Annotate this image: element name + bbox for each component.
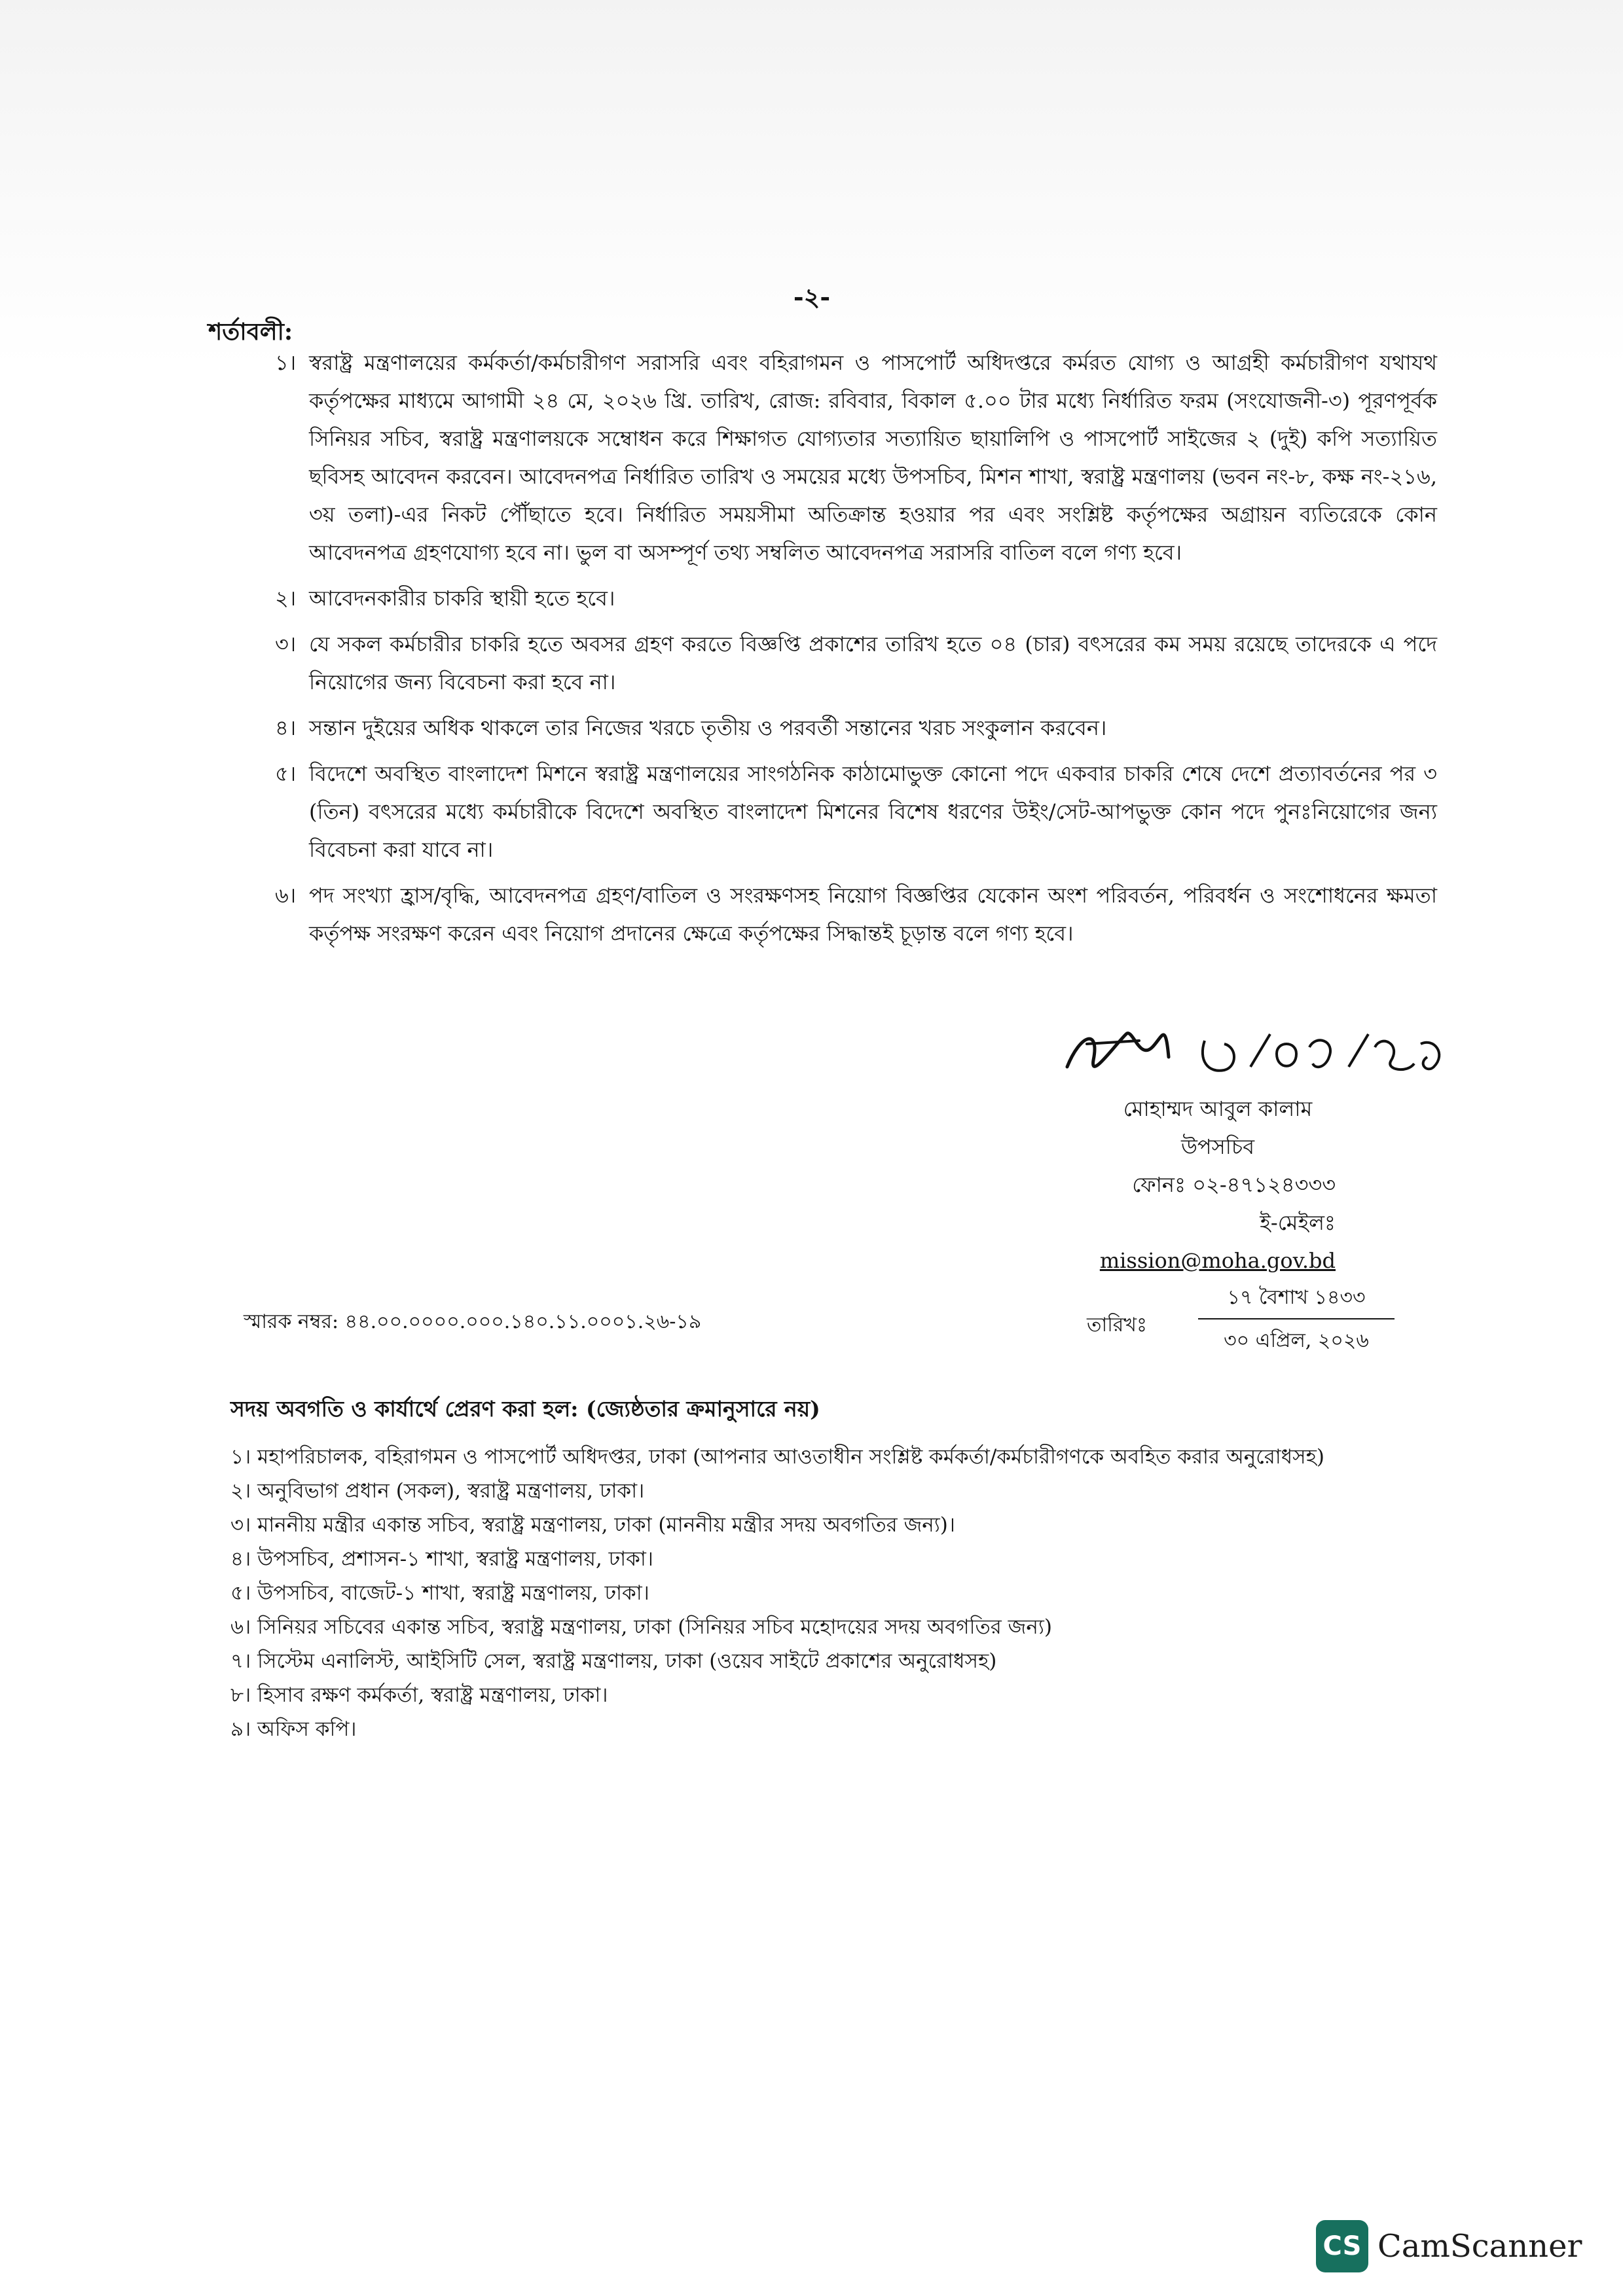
- conditions-list: [275, 344, 1437, 960]
- camscanner-name: CamScanner: [1377, 2228, 1582, 2265]
- cc-item: ৮। হিসাব রক্ষণ কর্মকর্তা, স্বরাষ্ট্র মন্ত্রণালয়, ঢাকা।: [230, 1683, 608, 1707]
- condition-number: ৪।: [275, 715, 297, 740]
- condition-number: ১।: [275, 350, 297, 375]
- cc-list: [230, 1440, 1409, 1746]
- date-english: ৩০ এপ্রিল, ২০২৬: [1224, 1329, 1369, 1352]
- cc-item: ৫। উপসচিব, বাজেট-১ শাখা, স্বরাষ্ট্র মন্ত্রণালয়, ঢাকা।: [230, 1581, 649, 1605]
- condition-text: আবেদনকারীর চাকরি স্থায়ী হতে হবে।: [309, 586, 615, 611]
- condition-text: বিদেশে অবস্থিত বাংলাদেশ মিশনে স্বরাষ্ট্র মন্ত্রণালয়ের সাংগঠনিক কাঠামোভুক্ত কোনো পদে একবার চাকরি শেষে দেশে প্রত্যাবর্তনের পর ৩ (তিন) বৎসরের মধ্যে কর্মচারীকে বিদেশে অবস্থিত বাংলাদেশ মিশনের বিশেষ ধরণের উইং/সেট-আপভুক্ত কোন পদে পুনঃনিয়োগের জন্য বিবেচনা করা যাবে না।: [309, 761, 1437, 862]
- date-stack: [1198, 1283, 1395, 1356]
- camscanner-logo-icon: CS: [1316, 2220, 1368, 2272]
- cc-item: ২। অনুবিভাগ প্রধান (সকল), স্বরাষ্ট্র মন্ত্রণালয়, ঢাকা।: [230, 1479, 645, 1503]
- condition-text: স্বরাষ্ট্র মন্ত্রণালয়ের কর্মকর্তা/কর্মচারীগণ সরাসরি এবং বহিরাগমন ও পাসপোর্ট অধিদপ্তরে কর্মরত যোগ্য ও আগ্রহী কর্মচারীগণ যথাযথ কর্তৃপক্ষের মাধ্যমে আগামী ২৪ মে, ২০২৬ খ্রি. তারিখ, রোজ: রবিবার, বিকাল ৫.০০ টার মধ্যে নির্ধারিত ফরম (সংযোজনী-৩) পূরণপূর্বক সিনিয়র সচিব, স্বরাষ্ট্র মন্ত্রণালয়কে সম্বোধন করে শিক্ষাগত যোগ্যতার সত্যায়িত ছায়ালিপি ও পাসপোর্ট সাইজের ২ (দুই) কপি সত্যায়িত ছবিসহ আবেদন করবেন। আবেদনপত্র নির্ধারিত তারিখ ও সময়ের মধ্যে উপসচিব, মিশন শাখা, স্বরাষ্ট্র মন্ত্রণালয় (ভবন নং-৮, কক্ষ নং-২১৬, ৩য় তলা)-এর নিকট পৌঁছাতে হবে। নির্ধারিত সময়সীমা অতিক্রান্ত হওয়ার পর এবং সংশ্লিষ্ট কর্তৃপক্ষের অগ্রায়ন ব্যতিরেকে কোন আবেদনপত্র গ্রহণযোগ্য হবে না। ভুল বা অসম্পূর্ণ তথ্য সম্বলিত আবেদনপত্র সরাসরি বাতিল বলে গণ্য হবে।: [309, 350, 1437, 565]
- memo-number: [244, 1306, 701, 1339]
- conditions-heading: শর্তাবলী:: [208, 318, 293, 346]
- signer-email: [1021, 1204, 1336, 1280]
- cc-heading: সদয় অবগতি ও কার্যার্থে প্রেরণ করা হল: (জ্যেষ্ঠতার ক্রমানুসারে নয়): [230, 1396, 820, 1422]
- signer-designation: উপসচিব: [1180, 1134, 1255, 1159]
- condition-number: ৫।: [275, 761, 297, 786]
- condition-text: যে সকল কর্মচারীর চাকরি হতে অবসর গ্রহণ করতে বিজ্ঞপ্তি প্রকাশের তারিখ হতে ০৪ (চার) বৎসরের কম সময় রয়েছে তাদেরকে এ পদে নিয়োগের জন্য বিবেচনা করা হবে না।: [309, 632, 1437, 694]
- condition-number: ২।: [275, 586, 297, 611]
- condition-text: সন্তান দুইয়ের অধিক থাকলে তার নিজের খরচে তৃতীয় ও পরবর্তী সন্তানের খরচ সংকুলান করবেন।: [309, 715, 1107, 740]
- phone-value: ০২-৪৭১২৪৩৩৩: [1192, 1172, 1336, 1197]
- handwritten-signature: [1041, 1008, 1460, 1093]
- email-label: ই-মেইলঃ: [1260, 1210, 1336, 1235]
- cc-item: ৭। সিস্টেম এনালিস্ট, আইসিটি সেল, স্বরাষ্ট্র মন্ত্রণালয়, ঢাকা (ওয়েব সাইটে প্রকাশের অনুরোধসহ): [230, 1649, 997, 1673]
- phone-label: ফোনঃ: [1132, 1172, 1186, 1197]
- camscanner-watermark: [1316, 2220, 1582, 2272]
- email-link[interactable]: mission@moha.gov.bd: [1099, 1248, 1336, 1273]
- condition-item: [275, 709, 1437, 747]
- condition-item: [275, 755, 1437, 869]
- page-number: -২-: [793, 282, 831, 312]
- memo-label: স্মারক নম্বর:: [244, 1310, 339, 1333]
- cc-item: ৬। সিনিয়র সচিবের একান্ত সচিব, স্বরাষ্ট্র মন্ত্রণালয়, ঢাকা (সিনিয়র সচিব মহোদয়ের সদয় অবগতির জন্য): [230, 1615, 1052, 1639]
- cc-item: ৪। উপসচিব, প্রশাসন-১ শাখা, স্বরাষ্ট্র মন্ত্রণালয়, ঢাকা।: [230, 1547, 653, 1571]
- condition-number: ৬।: [275, 883, 297, 908]
- condition-number: ৩।: [275, 632, 297, 656]
- date-bangla: ১৭ বৈশাখ ১৪৩৩: [1227, 1286, 1366, 1309]
- condition-text: পদ সংখ্যা হ্রাস/বৃদ্ধি, আবেদনপত্র গ্রহণ/বাতিল ও সংরক্ষণসহ নিয়োগ বিজ্ঞপ্তির যেকোন অংশ পরিবর্তন, পরিবর্ধন ও সংশোধনের ক্ষমতা কর্তৃপক্ষ সংরক্ষণ করেন এবং নিয়োগ প্রদানের ক্ষেত্রে কর্তৃপক্ষের সিদ্ধান্তই চূড়ান্ত বলে গণ্য হবে।: [309, 883, 1437, 946]
- condition-item: [275, 625, 1437, 701]
- date-label: তারিখঃ: [1087, 1314, 1147, 1336]
- signer-name: মোহাম্মদ আবুল কালাম: [1123, 1096, 1313, 1121]
- signer-block: [1021, 1090, 1336, 1280]
- cc-item: ৯। অফিস কপি।: [230, 1717, 357, 1741]
- date-divider: [1198, 1318, 1395, 1319]
- signer-phone: [1021, 1166, 1336, 1204]
- memo-value: ৪৪.০০.০০০০.০০০.১৪০.১১.০০০১.২৬-১৯: [344, 1310, 702, 1333]
- condition-item: [275, 876, 1437, 952]
- condition-item: [275, 344, 1437, 571]
- cc-item: ১। মহাপরিচালক, বহিরাগমন ও পাসপোর্ট অধিদপ্তর, ঢাকা (আপনার আওতাধীন সংশ্লিষ্ট কর্মকর্তা/কর্মচারীগণকে অবহিত করার অনুরোধসহ): [230, 1445, 1325, 1469]
- condition-item: [275, 579, 1437, 617]
- cc-item: ৩। মাননীয় মন্ত্রীর একান্ত সচিব, স্বরাষ্ট্র মন্ত্রণালয়, ঢাকা (মাননীয় মন্ত্রীর সদয় অবগতির জন্য)।: [230, 1513, 955, 1537]
